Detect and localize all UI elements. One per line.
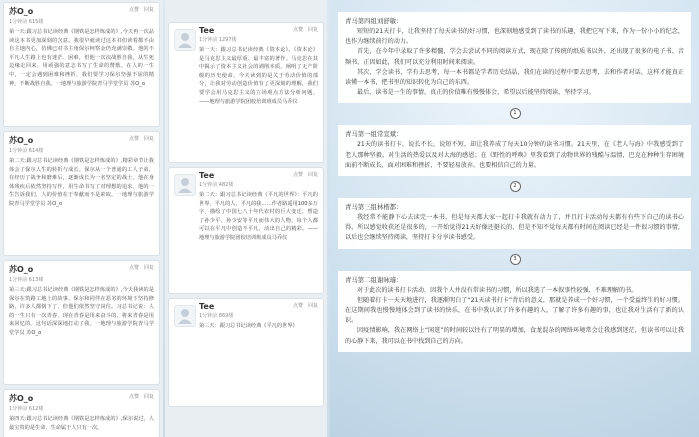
reflection-card (338, 198, 691, 249)
forum-post (168, 167, 324, 294)
forum-post (3, 2, 160, 127)
card-title: 青马第一组常宣斌： (345, 130, 403, 139)
card-paragraph: 其次，学会读书，学有去思考，每一本书都是学者历史结晶，我们在读的过程中要去思考，去和作者对话，这样才能真正读懂一本书，把书里的知识转化为自己的东西。 (345, 68, 684, 87)
post-author: 苏O_o (9, 394, 34, 403)
post-author: 苏O_o (9, 265, 34, 274)
post-body: 第四天:跟习总书记读经典《钢铁是怎样炼成的》,保尔说过，人最宝贵的是生命，生命属于人只有一次。 (9, 416, 154, 431)
divider-ornament-icon: 1 (510, 108, 521, 119)
like-button[interactable]: 点赞 (292, 27, 303, 33)
card-title: 青马第三组林楷都： (345, 203, 403, 212)
post-actions (129, 6, 154, 13)
reply-button[interactable]: 回复 (307, 27, 318, 33)
post-actions (293, 302, 318, 309)
section-divider (330, 249, 699, 271)
card-paragraph: 21天的读书打卡，说长不长，说短不短，却让我养成了每天10分钟的读书习惯。21天里，在《老人与海》中我感受到了老人那种坚毅、对生活的热爱以及对大海的感恩；在《野性的呼唤》里我看到了动物世界的残酷与温情，巴克在种种生存困境面前不断成长，面对困难和挫折，不要轻易放弃，也要相信自己的力量。 (345, 141, 684, 169)
forum-post (3, 260, 160, 385)
card-paragraph: 最后，读书是一生的事情，真正的价值唯有慢慢体会，希望以后能坚持阅读，坚持学习。 (357, 89, 595, 97)
post-actions (129, 264, 154, 271)
card-paragraph: 对于此次的读书打卡活动，因我个人并没有常读书的习惯，所以我选了一本叙事性较强、不难理解的书。 (357, 286, 638, 294)
post-time: 1分钟前 615楼 (9, 19, 44, 25)
like-button[interactable]: 点赞 (128, 265, 139, 271)
post-actions (129, 135, 154, 142)
post-time: 1分钟前 482楼 (199, 182, 234, 188)
card-paragraph: 首先，在今年中录取了许多精髓，学会去尝试不同的阅读方式，现在除了传统的纸质书以外，还出现了很多的电子书、音频书，正因如此，我们可以充分利用时间来阅读。 (345, 48, 684, 66)
post-time: 1分钟前 612楼 (9, 406, 44, 412)
post-author: Tee (199, 171, 215, 180)
reply-button[interactable]: 回复 (143, 136, 154, 142)
post-body: 第一天：跟习总书记读经典《资本论》。《资本论》是马克思主义最厚重、最丰富的著作。马克思在其中揭示了资本主义社会的剥削本质，阐明了无产阶级的历史使命。今天读到的是关于劳动价值的部分，让我对劳动创造价值有了更深刻的理解，我们要学会用马克思主义的立场观点方法分析问题。——地理与旅游学院团校培训班成员马乔仪 (199, 47, 318, 105)
middle-forum-column (165, 0, 327, 437)
card-paragraph: 但随着打卡一天天地进行，我逐渐明白了“21天读书打卡”背后的意义，那就是养成一个好习惯，一个受益终生的好习惯。在这期间我也慢慢地体会到了读书的快乐，在书中我认识了许多有趣的人，了解了许多有趣的事，也让我对生活有了新的认识。 (345, 296, 684, 325)
section-divider (330, 103, 699, 125)
post-body: 第三天:跟习总书记读经典《钢铁是怎样炼成的》,今天我读的是保尔在筑路工地上的故事。保尔和同伴在恶劣的环境下坚持修路，许多人都倒下了，但他们依然坚守岗位。习总书记说：人的一生只有一次青春，现在青春是用来奋斗的，将来青春是用来回忆的。这句话深深地打动了我。一地理与旅游学院青马学堂学员 苏O_o (9, 287, 154, 336)
like-button[interactable]: 点赞 (128, 394, 139, 400)
divider-ornament-icon: 3 (510, 254, 521, 265)
avatar[interactable] (174, 174, 196, 196)
post-body: 第一天:跟习总书记读经典《钢铁是怎样炼成的》,今天再一次品读这本书更加深刻的含意。我很早就读过这本书但读着都不由自主地内心，仿佛已对书主角保尔柯察金仍充满崇敬。他的不平凡人生路上也有迷茫、困难，但他一次次战胜自我，从生死边缘走回来，用顽强的意志书写了生命的赞歌。在人的一生中，一定会遇到困难和挫折，我们要学习保尔坚强不屈的精神，不断战胜自我。一地理与旅游学院青马学堂学员 苏O_o (9, 29, 154, 87)
card-paragraph: 因疫情影响，我在网络上“闲逛”的时间较以往有了明显的增加，食龙混杂的网络环境常会让我感到迷茫，但读书可以让我的心静下来，我可以在书中找到自己的方向。 (345, 327, 684, 345)
post-time: 1分钟前 614楼 (9, 148, 44, 154)
post-body: 第二天：跟习总书记读经典《平凡的世界》：平凡的世界，平凡的人，平凡的我……作者路遥用100多万字，描绘了中国七八十年代农村的巨大变迁，塑造了孙少平、孙少安等平凡而伟大的人物。每个人都可以在平凡中创造不平凡，活出自己的精彩。——地理与旅游学院团校培训班成员马乔仪 (199, 192, 318, 241)
post-author: Tee (199, 302, 215, 311)
like-button[interactable]: 点赞 (128, 136, 139, 142)
right-document-column (330, 0, 699, 437)
avatar[interactable] (174, 305, 196, 327)
like-button[interactable]: 点赞 (292, 303, 303, 309)
post-time: 1分钟前 613楼 (9, 277, 44, 283)
divider-ornament-icon: 2 (510, 181, 521, 192)
like-button[interactable]: 点赞 (292, 172, 303, 178)
forum-post (168, 22, 324, 163)
card-paragraph: 我经常不能静下心去读完一本书，但是每天都大家一起打卡我就有动力了，并且打卡活动每天都有有些下自己的读书心得，所以感觉收获还是很多的，一开始觉得21天好像还挺长的，但是不知不觉每天都有时间在阅读已经是一件很习惯的事情，以后也会继续坚持阅读，坚持打卡分享读书感受。 (345, 214, 684, 242)
post-time: 1分钟前 869楼 (199, 313, 234, 319)
user-avatar-icon (175, 30, 195, 50)
section-divider (330, 176, 699, 198)
reply-button[interactable]: 回复 (143, 7, 154, 13)
reflection-card (338, 12, 691, 103)
post-body: 第二天:跟习总书记读经典《钢铁是怎样炼成的》,精彩章节让我体会了保尔人生的转折与成长。保尔从一个普通的工人子弟，在经历了战争和磨难后，逐渐成长为一名坚定的战士。他在身体残疾后依然坚持写作，用生命书写了对理想的追求。他的一生告诉我们，人的价值在于奉献而不是索取。一地理与旅游学院青马学堂学员 苏O_o (9, 158, 154, 207)
post-author: Tee (199, 26, 215, 35)
reply-button[interactable]: 回复 (143, 394, 154, 400)
post-author: 苏O_o (9, 136, 34, 145)
post-time: 1分钟前 1297楼 (199, 37, 237, 43)
left-forum-column (0, 0, 163, 437)
card-paragraph: 短短的21天打卡，让我坚持了每天读书的好习惯，也深刻地感受到了读书的乐趣，我把它写下来，作为一份小小的纪念，也作为继续前行的动力。 (345, 28, 684, 46)
reply-button[interactable]: 回复 (307, 172, 318, 178)
reply-button[interactable]: 回复 (307, 303, 318, 309)
forum-post (168, 298, 324, 407)
post-body: 第三天：跟习总书记读经典《平凡的世界》 (199, 323, 298, 329)
reflection-card (338, 271, 691, 352)
post-author: 苏O_o (9, 7, 34, 16)
card-title: 青马第四组刘舒敏： (345, 17, 403, 25)
forum-post (3, 131, 160, 256)
card-title: 青马第二组谢咏璿： (345, 275, 403, 284)
forum-post (3, 389, 160, 437)
post-actions (129, 393, 154, 400)
user-avatar-icon (175, 175, 195, 195)
reflection-card (338, 125, 691, 176)
post-actions (293, 26, 318, 33)
avatar[interactable] (174, 29, 196, 51)
reply-button[interactable]: 回复 (143, 265, 154, 271)
user-avatar-icon (175, 306, 195, 326)
like-button[interactable]: 点赞 (128, 7, 139, 13)
post-actions (293, 171, 318, 178)
